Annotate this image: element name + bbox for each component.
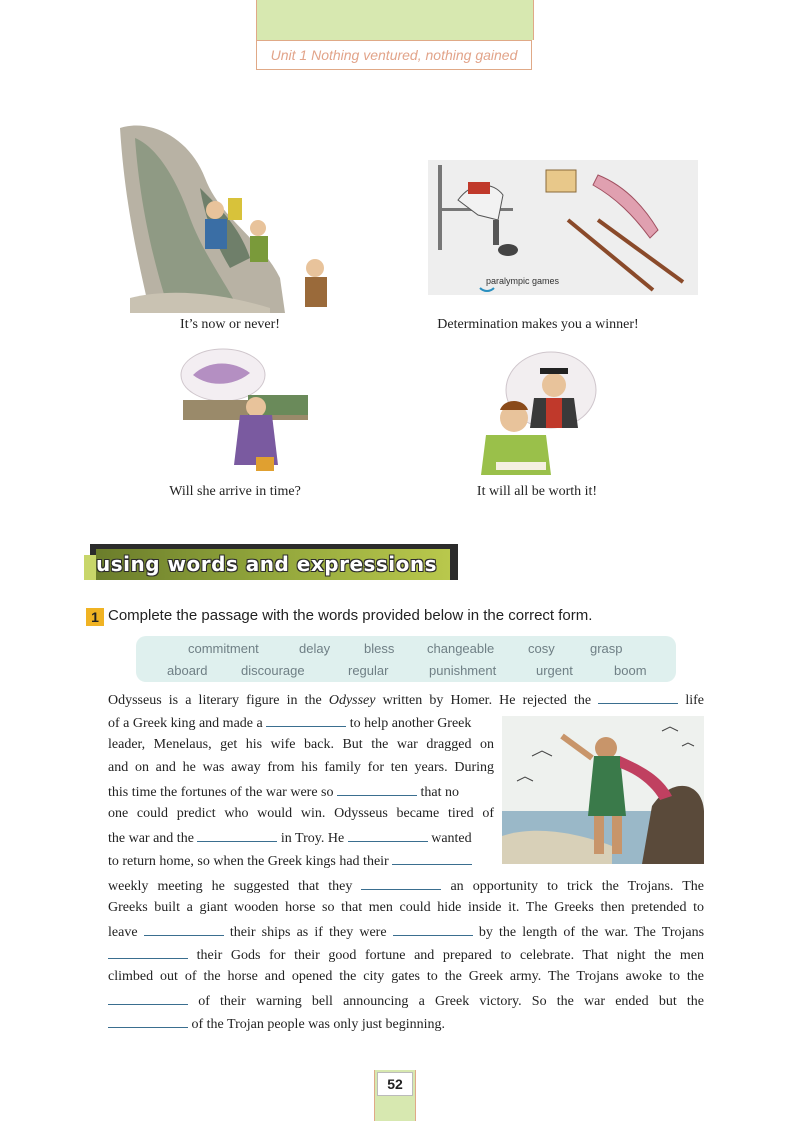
paralympic-illustration xyxy=(428,160,698,295)
caption-student: It will all be worth it! xyxy=(476,484,598,499)
answer-blank[interactable] xyxy=(393,922,473,936)
passage-line: climbed out of the horse and opened the city gates to the Greek army. The Trojans awoke to the xyxy=(108,969,704,984)
passage-line: weekly meeting he suggested that they an opportunity to trick the Trojans. The xyxy=(108,876,704,896)
word: commitment xyxy=(188,641,259,656)
word: boom xyxy=(614,663,647,678)
answer-blank[interactable] xyxy=(108,945,188,959)
answer-blank[interactable] xyxy=(108,991,188,1005)
answer-blank[interactable] xyxy=(392,851,472,865)
answer-blank[interactable] xyxy=(197,828,277,842)
passage-line: leave their ships as if they were by the length of the war. The Trojans xyxy=(108,922,704,942)
word: cosy xyxy=(528,641,555,656)
answer-blank[interactable] xyxy=(598,690,678,704)
word: delay xyxy=(299,641,331,656)
word: changeable xyxy=(427,641,495,656)
passage-line: of a Greek king and made a to help another Greek xyxy=(108,713,471,733)
answer-blank[interactable] xyxy=(266,713,346,727)
student-illustration xyxy=(466,350,606,480)
word: discourage xyxy=(241,663,305,678)
passage-line: to return home, so when the Greek kings had their xyxy=(108,851,472,871)
section-title: using words and expressions xyxy=(96,552,438,576)
unit-title: Unit 1 Nothing ventured, nothing gained xyxy=(256,40,532,70)
caption-girl: Will she arrive in time? xyxy=(169,484,301,499)
caption-climbers: It’s now or never! xyxy=(180,317,280,332)
answer-blank[interactable] xyxy=(337,782,417,796)
header-band xyxy=(256,0,534,40)
section-header-accent xyxy=(84,555,96,580)
word: punishment xyxy=(429,663,497,678)
passage-line: of the Trojan people was only just beginning. xyxy=(108,1014,445,1034)
exercise-number: 1 xyxy=(86,608,104,626)
climbers-illustration xyxy=(110,118,345,313)
passage-line: Odysseus is a literary figure in the Odyssey written by Homer. He rejected the life xyxy=(108,690,704,710)
passage-line: of their warning bell announcing a Greek victory. So the war ended but the xyxy=(108,991,704,1011)
passage-line: this time the fortunes of the war were so that no xyxy=(108,782,459,802)
answer-blank[interactable] xyxy=(361,876,441,890)
word-box xyxy=(136,636,676,682)
word: urgent xyxy=(536,663,573,678)
answer-blank[interactable] xyxy=(108,1014,188,1028)
paralympic-logo-text: paralympic games xyxy=(486,276,560,286)
passage-line: their Gods for their good fortune and prepared to celebrate. That night the men xyxy=(108,945,704,965)
passage-line: Greeks built a giant wooden horse so that men could hide inside it. The Greeks then pretended to xyxy=(108,900,704,915)
passage-line: leader, Menelaus, get his wife back. But the war dragged on xyxy=(108,737,494,752)
word: grasp xyxy=(590,641,623,656)
caption-paralympic: Determination makes you a winner! xyxy=(437,317,639,332)
passage-line: and on and he was away from his family for ten years. During xyxy=(108,760,494,775)
passage-line: the war and the in Troy. He wanted xyxy=(108,828,472,848)
girl-illustration xyxy=(178,345,318,480)
word: regular xyxy=(348,663,389,678)
page-number: 52 xyxy=(377,1072,413,1096)
answer-blank[interactable] xyxy=(348,828,428,842)
odysseus-illustration xyxy=(502,716,704,864)
word: bless xyxy=(364,641,395,656)
word: aboard xyxy=(167,663,208,678)
passage-line: one could predict who would win. Odysseus became tired of xyxy=(108,806,494,821)
exercise-instruction: Complete the passage with the words provided below in the correct form. xyxy=(108,607,593,624)
answer-blank[interactable] xyxy=(144,922,224,936)
